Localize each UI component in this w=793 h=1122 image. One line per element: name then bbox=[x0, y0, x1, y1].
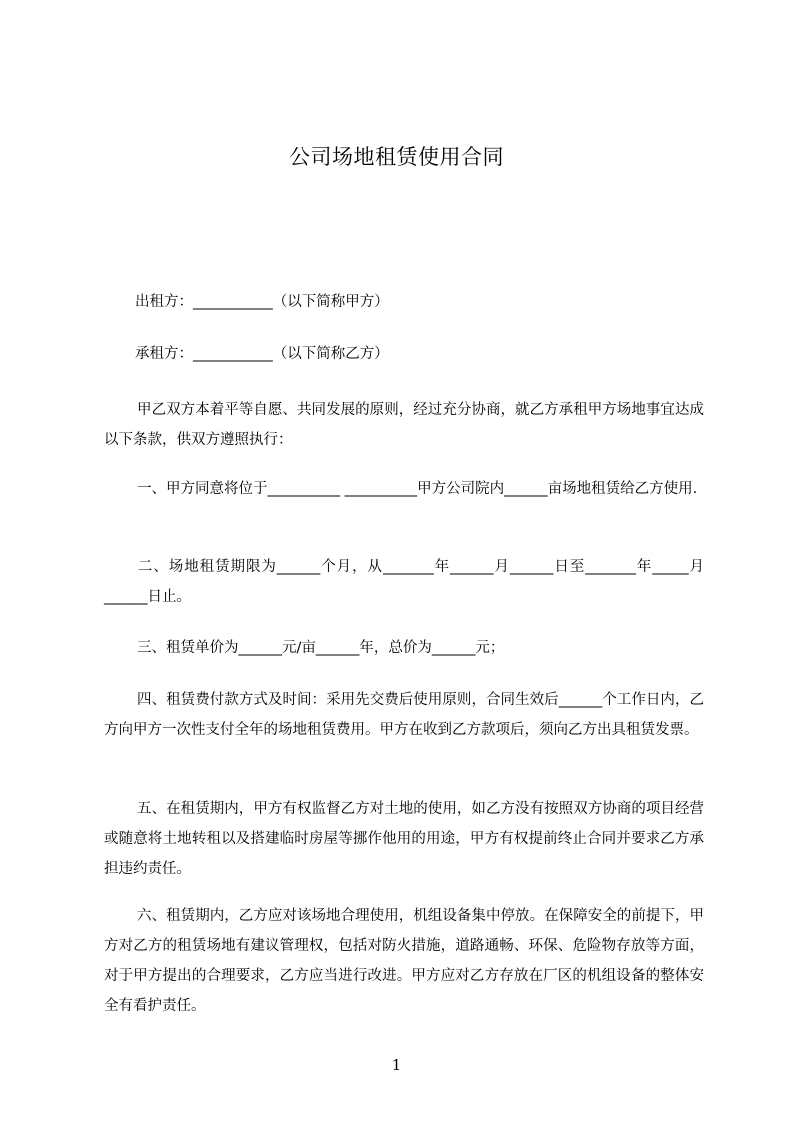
clause-4-text: 四、租赁费付款方式及时间：采用先交费后使用原则，合同生效后______个工作日内，乙方向甲方一次性支付全年的场地租赁费用。甲方在收到乙方款项后，须向乙方出具租赁发票。 bbox=[104, 692, 704, 738]
clause-6-paragraph bbox=[104, 901, 704, 1021]
clause-5-paragraph bbox=[104, 794, 704, 884]
preamble-paragraph bbox=[104, 395, 704, 455]
clause-4-paragraph bbox=[104, 685, 704, 745]
clause-3-text: 三、租赁单价为______元/亩______年，总价为______元； bbox=[137, 640, 505, 656]
clause-2-text: 二、场地租赁期限为______个月，从_______年______月______日至_______年_____月______日止。 bbox=[104, 559, 704, 605]
preamble-text: 甲乙双方本着平等自愿、共同发展的原则，经过充分协商，就乙方承租甲方场地事宜达成以下条款，供双方遵照执行： bbox=[104, 402, 704, 448]
clause-3-paragraph bbox=[104, 633, 704, 663]
clause-1-paragraph bbox=[104, 474, 704, 504]
lessee-line: 承租方：___________（以下简称乙方） bbox=[135, 346, 389, 362]
clause-2-paragraph bbox=[104, 552, 704, 612]
clause-1-text: 一、甲方同意将位于__________ __________甲方公司院内______亩场地租赁给乙方使用. bbox=[137, 481, 698, 497]
lessor-line: 出租方：___________（以下简称甲方） bbox=[135, 294, 389, 310]
contract-title: 公司场地租赁使用合同 bbox=[289, 145, 504, 169]
page-number: 1 bbox=[391, 1056, 402, 1074]
clause-5-text: 五、在租赁期内，甲方有权监督乙方对土地的使用，如乙方没有按照双方协商的项目经营或随意将土地转租以及搭建临时房屋等挪作他用的用途，甲方有权提前终止合同并要求乙方承担违约责任。 bbox=[104, 801, 704, 877]
clause-6-text: 六、租赁期内，乙方应对该场地合理使用，机组设备集中停放。在保障安全的前提下，甲方对乙方的租赁场地有建议管理权，包括对防火措施，道路通畅、环保、危险物存放等方面，对于甲方提出的合理要求，乙方应当进行改进。甲方应对乙方存放在厂区的机组设备的整体安全有看护责任。 bbox=[104, 908, 704, 1014]
